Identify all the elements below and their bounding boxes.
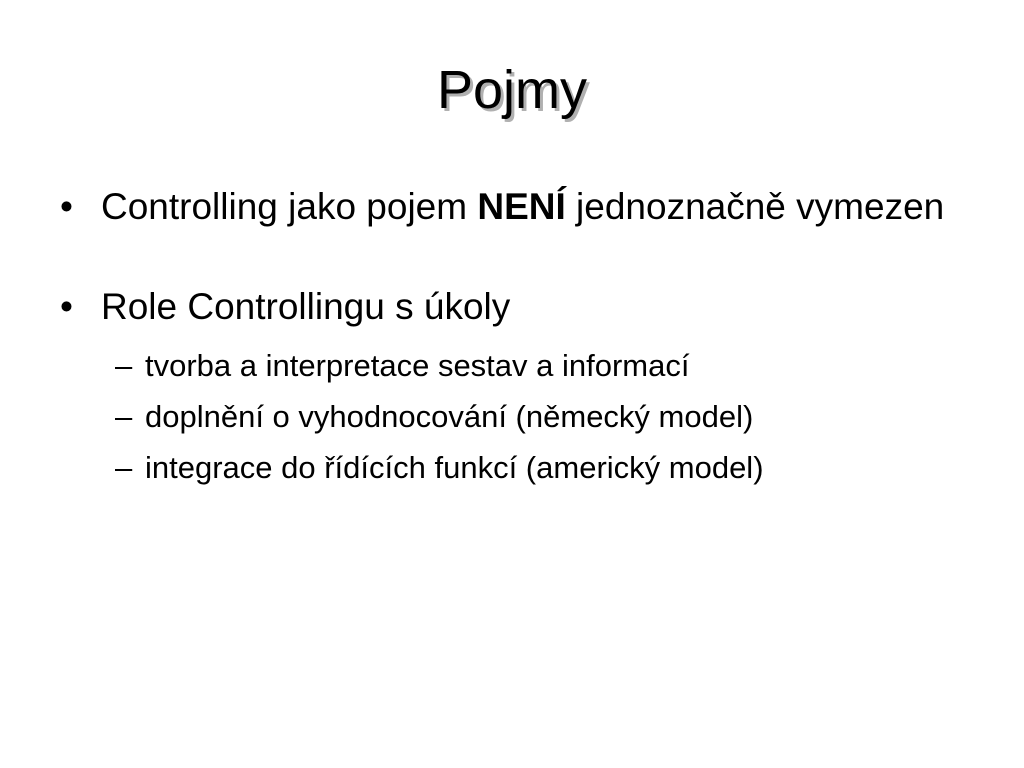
bullet-text: Controlling jako pojem xyxy=(101,186,478,227)
spacer xyxy=(60,232,980,282)
bullet-marker: • xyxy=(60,186,73,227)
dash-marker: – xyxy=(115,348,133,383)
sub-bullet-text: tvorba a interpretace sestav a informací xyxy=(145,348,690,383)
bullet-emphasis: NENÍ xyxy=(477,186,566,227)
dash-marker: – xyxy=(115,450,133,485)
sub-bullet-text: integrace do řídících funkcí (americký model) xyxy=(145,450,764,485)
sub-bullet-item xyxy=(60,340,980,391)
slide-title: Pojmy xyxy=(436,60,588,120)
bullet-text: Role Controllingu s úkoly xyxy=(101,286,511,327)
bullet-item xyxy=(60,182,980,232)
sub-bullet-text: doplnění o vyhodnocování (německý model) xyxy=(145,399,754,434)
sub-bullet-item xyxy=(60,442,980,493)
sub-bullet-list xyxy=(60,340,980,493)
slide-body xyxy=(60,182,980,493)
dash-marker: – xyxy=(115,399,133,434)
bullet-marker: • xyxy=(60,286,73,327)
bullet-item xyxy=(60,282,980,332)
sub-bullet-item xyxy=(60,391,980,442)
bullet-text-continued: jednoznačně vymezen xyxy=(565,186,945,227)
